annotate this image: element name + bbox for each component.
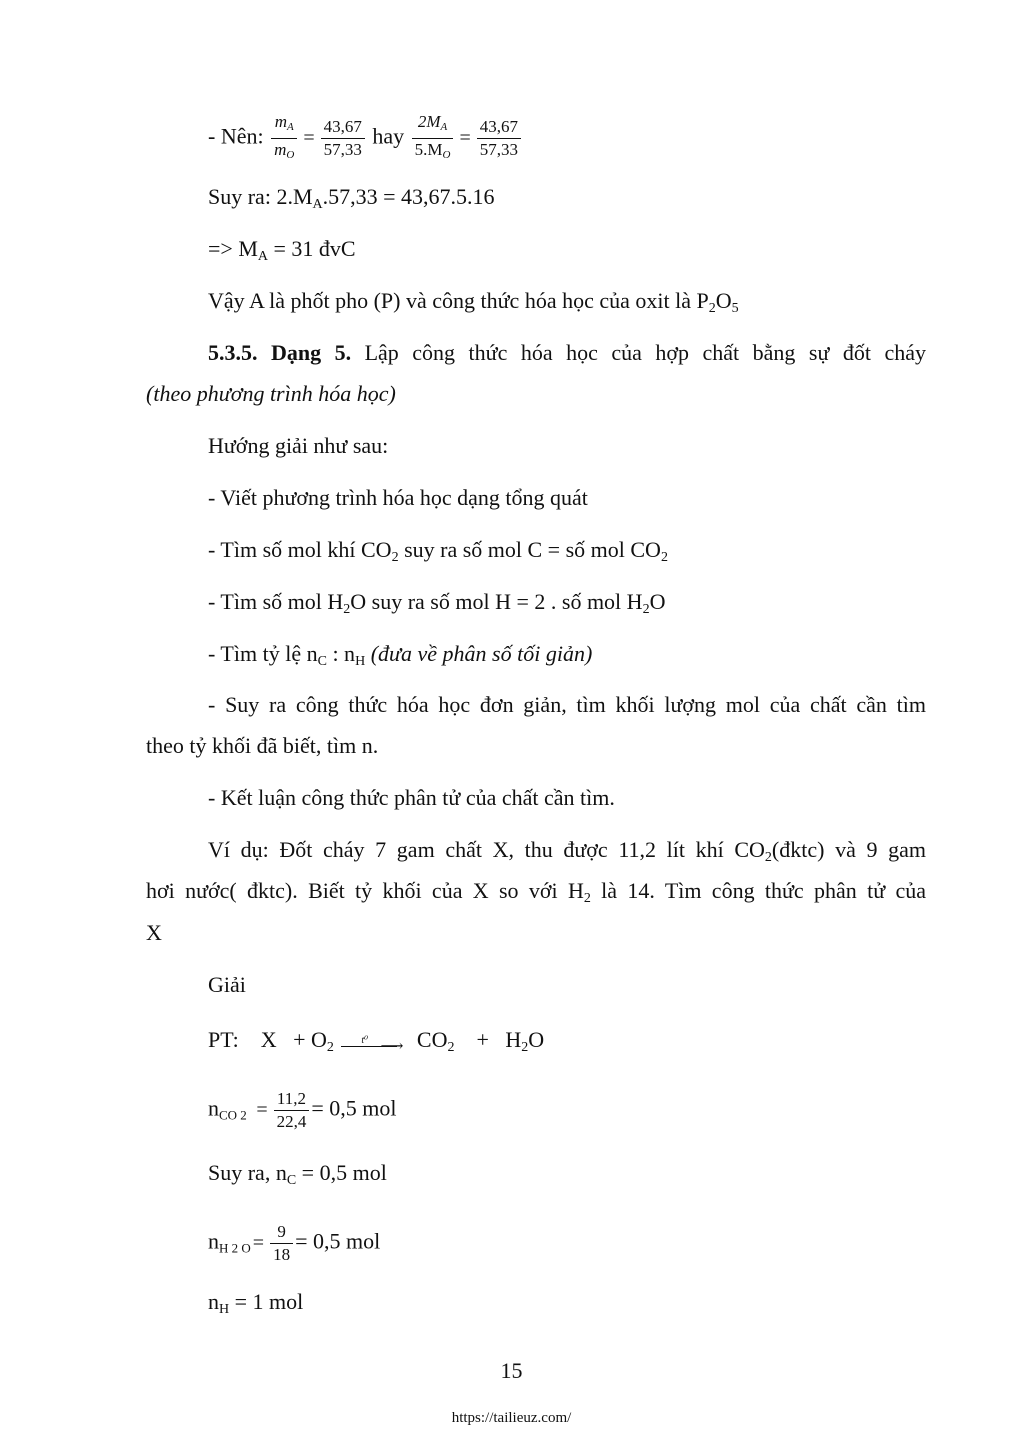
fraction-molar-ratio: $\frac{2MA}{5.MO}$ [412, 112, 454, 165]
line-conclusion-p2o5: Vậy A là phốt pho (P) và công thức hóa học của oxit là $P_2O_5$ [208, 288, 739, 316]
n-c-result: Suy ra, $n_C = 0,5$ mol [208, 1160, 387, 1188]
method-step-6: - Kết luận công thức phân tử của chất cần tìm. [208, 785, 615, 810]
fraction-co2: $\frac{11,2}{22,4}$ [274, 1089, 310, 1132]
hay-text: hay [372, 123, 405, 149]
nen-prefix: - Nên: [208, 123, 264, 149]
method-step-5-line-2: theo tỷ khối đã biết, tìm n. [146, 733, 379, 758]
method-step-1: - Viết phương trình hóa học dạng tổng quát [208, 485, 588, 510]
method-intro: Hướng giải như sau: [208, 433, 389, 458]
line-suy-ra-equation: Suy ra: $2.M_A.57,33 = 43,67.5.16$ [208, 184, 495, 212]
example-line-3: X [146, 920, 162, 945]
section-heading-5-3-5: 5.3.5. Dạng 5. Lập công thức hóa học của hợp chất bằng sự đốt cháy [208, 340, 926, 365]
fraction-values-1: $\frac{43,67}{57,33}$ [321, 117, 365, 160]
n-h2o-calculation: $n_{H 2 O}$ = $\frac{9}{18}$ = 0,5 mol [208, 1222, 381, 1264]
reaction-arrow-icon: t⁰ ⟶ [341, 1044, 397, 1047]
n-h-result: $n_H = 1$ mol [208, 1289, 304, 1317]
method-step-3: - Tìm số mol $H_2O$ suy ra số mol H = 2 . số mol $H_2O$ [208, 589, 666, 617]
fraction-values-2: $\frac{43,67}{57,33}$ [477, 117, 521, 160]
fraction-mass-ratio: $\frac{mA}{mO}$ [271, 112, 297, 165]
section-heading-italic: (theo phương trình hóa học) [146, 381, 396, 406]
method-step-5-line-1: - Suy ra công thức hóa học đơn giản, tìm khối lượng mol của chất cần tìm [208, 692, 926, 717]
line-ma-result: => $M_A = 31$ đvC [208, 236, 356, 264]
example-line-1: Ví dụ: Đốt cháy 7 gam chất X, thu được 11,2 lít khí $CO_2(đktc)$ và 9 gam [208, 837, 926, 865]
footer-url[interactable]: https://tailieuz.com/ [451, 1410, 572, 1426]
method-step-2: - Tìm số mol khí $CO_2$ suy ra số mol C = số mol $CO_2$ [208, 537, 668, 565]
n-co2-calculation: $n_{CO 2}$ = $\frac{11,2}{22,4}$ = 0,5 mol [208, 1089, 397, 1131]
page-number: 15 [500, 1358, 523, 1383]
solution-heading: Giải [208, 972, 246, 997]
fraction-h2o: $\frac{9}{18}$ [270, 1222, 293, 1265]
ratio-equation: - Nên: $\frac{mA}{mO}$ = $\frac{43,67}{57,33}$ hay $\frac{2MA}{5.MO}$ = $\frac{43,67}{57,33}$ [208, 112, 523, 165]
example-line-2: hơi nước( đktc). Biết tỷ khối của X so với $H_2$ là 14. Tìm công thức phân tử của [146, 878, 926, 906]
method-step-4: - Tìm tỷ lệ $n_C$ : $n_H$ (đưa về phân số tối giản) [208, 641, 593, 669]
reaction-equation: PT: X + $O_2$ t⁰ ⟶ $CO_2$ + $H_2O$ [208, 1027, 545, 1055]
